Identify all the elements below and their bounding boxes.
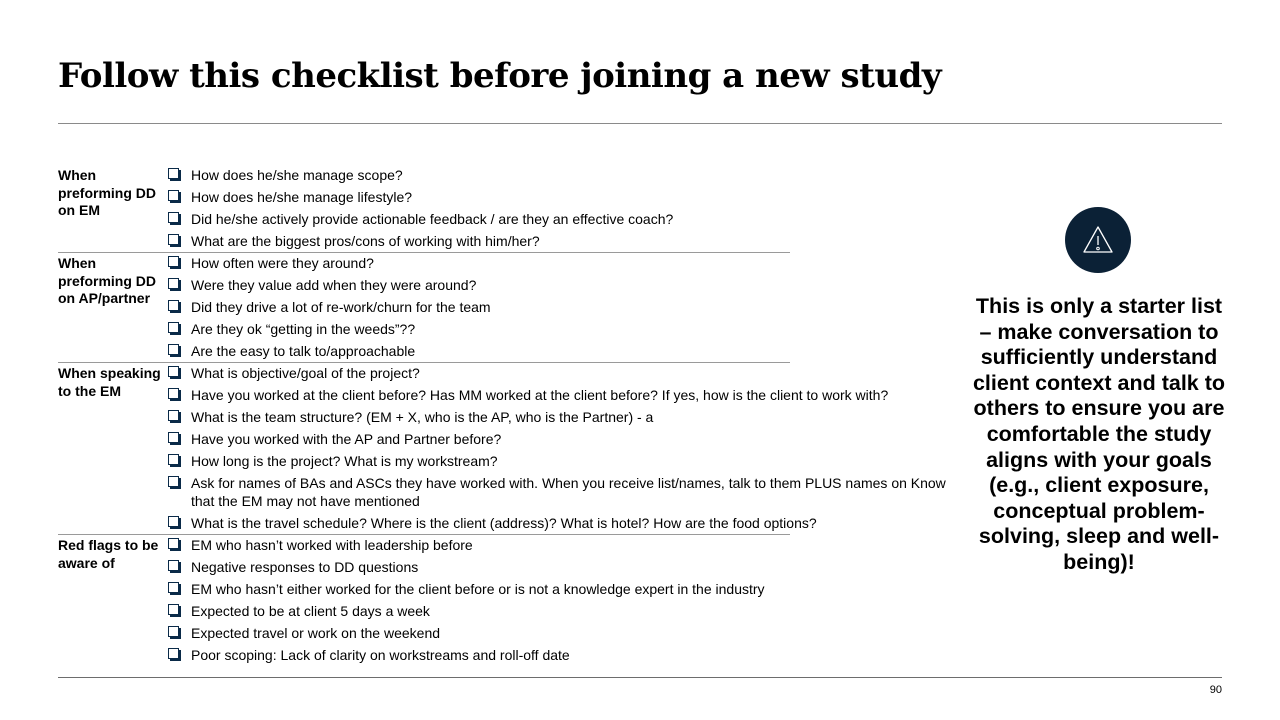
item-text: Expected to be at client 5 days a week: [191, 603, 430, 619]
checkbox-icon: [168, 168, 179, 179]
footer-divider: [58, 677, 1222, 678]
list-item: [168, 578, 958, 600]
checkbox-icon: [168, 234, 179, 245]
warning-badge: [1065, 207, 1131, 273]
section-red-flags: [58, 534, 958, 666]
list-item: [168, 318, 958, 340]
section-dd-on-em: [58, 164, 958, 252]
item-text: Did he/she actively provide actionable feedback / are they an effective coach?: [191, 211, 674, 227]
checkbox-icon: [168, 538, 179, 549]
checkbox-icon: [168, 410, 179, 421]
list-item: [168, 622, 958, 644]
item-text: Negative responses to DD questions: [191, 559, 419, 575]
checkbox-icon: [168, 388, 179, 399]
list-item: [168, 208, 958, 230]
checkbox-icon: [168, 278, 179, 289]
list-item: [168, 384, 958, 406]
item-text: How long is the project? What is my workstream?: [191, 453, 498, 469]
page-title: Follow this checklist before joining a new study: [58, 56, 942, 96]
list-item: [168, 340, 958, 362]
item-text: Did they drive a lot of re-work/churn for the team: [191, 299, 491, 315]
section-label: When preforming DD on AP/partner: [58, 255, 156, 306]
item-text: Were they value add when they were around?: [191, 277, 477, 293]
section-dd-on-ap-partner: [58, 252, 958, 362]
checkbox-icon: [168, 366, 179, 377]
checkbox-icon: [168, 256, 179, 267]
list-item: [168, 230, 958, 252]
list-item: [168, 472, 958, 512]
checkbox-icon: [168, 454, 179, 465]
item-text: EM who hasn’t either worked for the client before or is not a knowledge expert in the industry: [191, 581, 765, 597]
checkbox-icon: [168, 476, 179, 487]
item-text: What is the team structure? (EM + X, who is the AP, who is the Partner) - a: [191, 409, 654, 425]
item-text: Are they ok “getting in the weeds”??: [191, 321, 416, 337]
list-item: [168, 450, 958, 472]
item-text: How does he/she manage lifestyle?: [191, 189, 413, 205]
item-text: How does he/she manage scope?: [191, 167, 403, 183]
item-list: [168, 252, 958, 362]
list-item: [168, 534, 958, 556]
checkbox-icon: [168, 604, 179, 615]
item-text: Have you worked at the client before? Has MM worked at the client before? If yes, how is the client to work with?: [191, 387, 889, 403]
page-number: 90: [1209, 684, 1222, 696]
checklist: [58, 164, 958, 666]
item-text: What is the travel schedule? Where is the client (address)? What is hotel? How are the food options?: [191, 515, 817, 531]
checkbox-icon: [168, 560, 179, 571]
section-speaking-to-em: [58, 362, 958, 534]
list-item: [168, 644, 958, 666]
checkbox-icon: [168, 322, 179, 333]
item-text: How often were they around?: [191, 255, 374, 271]
section-label: When speaking to the EM: [58, 365, 161, 399]
checkbox-icon: [168, 344, 179, 355]
item-text: EM who hasn’t worked with leadership before: [191, 537, 473, 553]
list-item: [168, 512, 958, 534]
callout-text: This is only a starter list – make conversation to sufficiently understand client context and talk to others to ensure you are comfortable the study aligns with your goals (e.g., client exposure, conceptual problem-solving, sleep and well-being)!: [972, 294, 1226, 574]
list-item: [168, 164, 958, 186]
item-text: Are the easy to talk to/approachable: [191, 343, 416, 359]
list-item: [168, 600, 958, 622]
list-item: [168, 556, 958, 578]
warning-icon: [1082, 225, 1114, 255]
checkbox-icon: [168, 516, 179, 527]
list-item: [168, 428, 958, 450]
checkbox-icon: [168, 648, 179, 659]
section-label: Red flags to be aware of: [58, 537, 159, 571]
title-divider: [58, 123, 1222, 124]
item-list: [168, 362, 958, 534]
item-list: [168, 164, 958, 252]
checkbox-icon: [168, 626, 179, 637]
checkbox-icon: [168, 190, 179, 201]
item-list: [168, 534, 958, 666]
checkbox-icon: [168, 300, 179, 311]
list-item: [168, 406, 958, 428]
checkbox-icon: [168, 432, 179, 443]
item-text: Have you worked with the AP and Partner before?: [191, 431, 502, 447]
list-item: [168, 186, 958, 208]
item-text: Expected travel or work on the weekend: [191, 625, 441, 641]
list-item: [168, 274, 958, 296]
item-text: Ask for names of BAs and ASCs they have worked with. When you receive list/names, talk to them PLUS names on Know that the EM may not have mentioned: [191, 475, 946, 509]
checkbox-icon: [168, 212, 179, 223]
item-text: What is objective/goal of the project?: [191, 365, 420, 381]
item-text: Poor scoping: Lack of clarity on workstreams and roll-off date: [191, 647, 570, 663]
checkbox-icon: [168, 582, 179, 593]
section-label: When preforming DD on EM: [58, 167, 156, 218]
list-item: [168, 362, 958, 384]
item-text: What are the biggest pros/cons of working with him/her?: [191, 233, 540, 249]
list-item: [168, 252, 958, 274]
list-item: [168, 296, 958, 318]
